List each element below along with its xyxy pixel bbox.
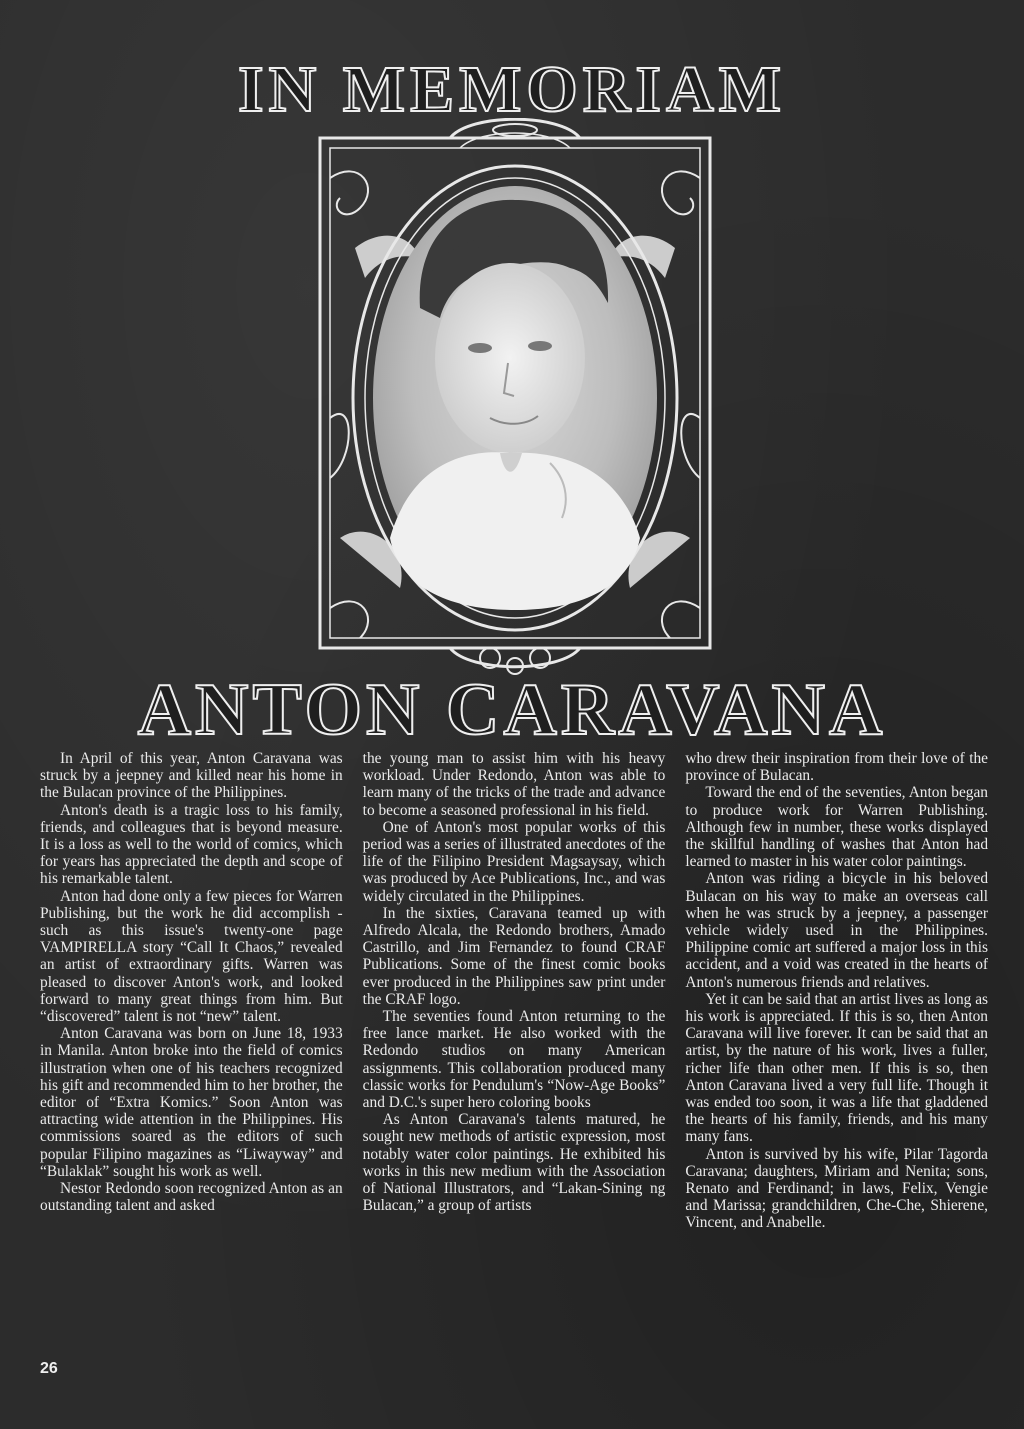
article-body <box>40 750 988 1350</box>
paragraph: As Anton Caravana's talents matured, he sought new methods of artistic expression, most notably water color paintings. He exhibited his works in this new medium with the Association of National Illustrators, and “Lakan-Sining ng Bulacan,” a group of artists <box>362 1111 666 1215</box>
person-name-heading: ANTON CARAVANA <box>137 669 887 751</box>
paragraph: Anton is survived by his wife, Pilar Tagorda Caravana; daughters, Miriam and Nenita; sons, Renato and Ferdinand; in laws, Felix, Vengie and Marissa; grandchildren, Che-Che, Shierene, Vincent, and Anabelle. <box>685 1145 989 1232</box>
ornamental-frame <box>300 118 730 678</box>
paragraph: Anton Caravana was born on June 18, 1933 in Manila. Anton broke into the field of comics illustration when one of his teachers recognized his gift and recommended him to her brother, the editor of “Extra Komics.” Soon Anton was attracting wide attention in the Philippines. His commissions soared as the editors of such popular Filipino magazines as “Liwayway” and “Bulaklak” sought his work as well. <box>40 1025 343 1180</box>
paragraph: who drew their inspiration from their love of the province of Bulacan. <box>685 750 989 785</box>
page-title: IN MEMORIAM <box>237 53 787 126</box>
paragraph: Anton's death is a tragic loss to his family, friends, and colleagues that is beyond measure. It is a loss as well to the world of comics, which for years has appreciated the depth and scope of his remarkable talent. <box>40 801 343 888</box>
paragraph: In April of this year, Anton Caravana was struck by a jeepney and killed near his home in the Bulacan province of the Philippines. <box>40 750 343 802</box>
paragraph: The seventies found Anton returning to the free lance market. He also worked with the Redondo studios on many American assignments. This collaboration produced many classic works for Pendulum's “Now-Age Books” and D.C.'s super hero coloring books <box>362 1008 666 1112</box>
article-column-2 <box>363 750 666 1350</box>
paragraph: Nestor Redondo soon recognized Anton as an outstanding talent and asked <box>40 1180 343 1215</box>
paragraph: Toward the end of the seventies, Anton began to produce work for Warren Publishing. Although few in number, these works displayed the skillful handling of washes that Anton had learned to master in his water color paintings. <box>685 784 989 871</box>
paragraph: Anton was riding a bicycle in his beloved Bulacan on his way to make an overseas call when he was struck by a jeepney, a passenger vehicle widely used in the Philippines. Philippine comic art suffered a major loss in this accident, and a void was created in the hearts of Anton's numerous friends and relatives. <box>685 870 989 991</box>
paragraph: the young man to assist him with his heavy workload. Under Redondo, Anton was able to learn many of the tricks of the trade and advance to become a seasoned professional in his field. <box>362 750 666 819</box>
paragraph: Anton had done only a few pieces for Warren Publishing, but the work he did accomplish - such as this issue's twenty-one page VAMPIRELLA story “Call It Chaos,” revealed an artist of extraordinary gifts. Warren was pleased to discover Anton's work, and looked forward to many great things from him. But “discovered” talent is not “new” talent. <box>40 887 343 1026</box>
page-number: 26 <box>40 1360 58 1377</box>
article-column-1 <box>40 750 343 1350</box>
paragraph: Yet it can be said that an artist lives as long as his work is appreciated. If this is so, then Anton Caravana will live forever. It can be said that an artist, by the nature of his work, lives a fuller, richer life than other men. If this is so, then Anton Caravana lived a very full life. Though it was ended too soon, it was a life that gladdened the hearts of his family, friends, and his many many fans. <box>685 990 989 1146</box>
article-column-3 <box>685 750 988 1350</box>
paragraph: In the sixties, Caravana teamed up with Alfredo Alcala, the Redondo brothers, Amado Castrillo, and Jim Fernandez to found CRAF Publications. Some of the finest comic books ever produced in the Philippines saw print under the CRAF logo. <box>362 904 666 1008</box>
paragraph: One of Anton's most popular works of this period was a series of illustrated anecdotes of the life of the Filipino President Magsaysay, which was produced by Ace Publications, Inc., and was widely circulated in the Philippines. <box>362 818 666 905</box>
